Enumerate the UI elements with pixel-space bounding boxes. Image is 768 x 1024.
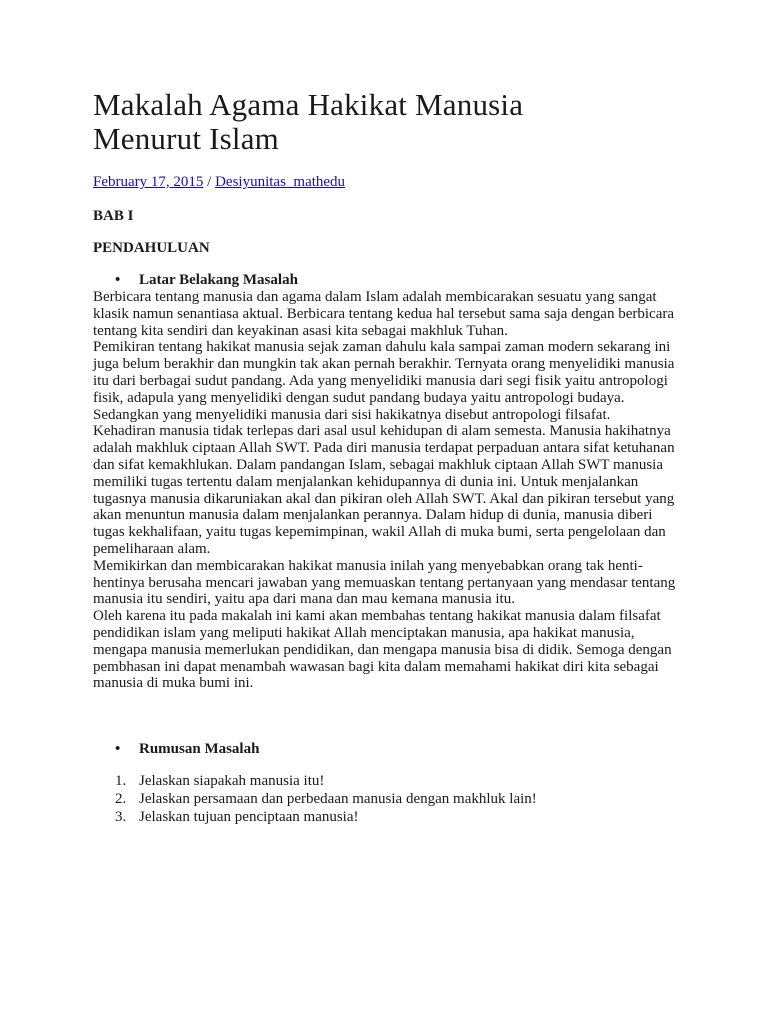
meta-separator: / [203, 174, 216, 190]
list-item [93, 808, 683, 826]
section-bullet-latar [93, 271, 683, 289]
author-link[interactable]: Desiyunitas_mathedu [215, 174, 346, 190]
list-item-text: Jelaskan persamaan dan perbedaan manusia dengan makhluk lain! [139, 791, 537, 808]
list-item-number: 1. [115, 773, 127, 790]
paragraph-3: Kehadiran manusia tidak terlepas dari asal usul kehidupan di alam semesta. Manusia hakihatnya adalah makhluk ciptaan Allah SWT. Pada diri manusia terdapat perpaduan antara sifat ketuhanan dan sifat kemakhlukan. Dalam pandangan Islam, sebagai makhluk ciptaan Allah SWT manusia memiliki tugas tertentu dalam menjalankan kehidupannya di dunia ini. Untuk menjalankan tugasnya manusia dikaruniakan akal dan pikiran oleh Allah SWT. Akal dan pikiran tersebut yang akan menuntun manusia dalam menjalankan perannya. Dalam hidup di dunia, manusia diberi tugas kekhalifaan, yaitu tugas kepemimpinan, wakil Allah di muka bumi, serta pengelolaan dan pemeliharaan alam. [93, 423, 675, 557]
paragraph-5: Oleh karena itu pada makalah ini kami akan membahas tentang hakikat manusia dalam filsafat pendidikan islam yang meliputi hakikat Allah menciptakan manusia, apa hakikat manusia, mengapa manusia memerlukan pendidikan, dan mengapa manusia bisa di didik. Semoga dengan pembhasan ini dapat menambah wawasan bagi kita dalam memahami hakikat diri kita sebagai manusia di muka bumi ini. [93, 608, 672, 692]
post-date-link[interactable]: February 17, 2015 [93, 174, 204, 190]
section-heading-latar-belakang: • Latar Belakang Masalah [93, 271, 683, 289]
list-item-text: Jelaskan tujuan penciptaan manusia! [139, 809, 359, 826]
questions-list [93, 772, 683, 826]
title-line-2: Menurut Islam [93, 121, 279, 156]
paragraph-4: Memikirkan dan membicarakan hakikat manusia inilah yang menyebabkan orang tak henti-hentinya berusaha mencari jawaban yang memuaskan tentang pertanyaan yang mendasar tentang manusia itu sendiri, yaitu apa dari mana dan mau kemana manusia itu. [93, 557, 676, 608]
post-meta [93, 173, 683, 191]
bab-heading: BAB I [93, 208, 134, 224]
section-bullet-rumusan [93, 740, 683, 758]
list-item-number: 3. [115, 809, 127, 826]
list-item-text: Jelaskan siapakah manusia itu! [139, 773, 325, 790]
title-line-1: Makalah Agama Hakikat Manusia [93, 87, 524, 122]
paragraph-2: Pemikiran tentang hakikat manusia sejak zaman dahulu kala sampai zaman modern sekarang ini juga belum berakhir dan mungkin tak akan pernah berakhir. Ternyata orang menyelidiki manusia itu dari berbagai sudut pandang. Ada yang menyelidiki manusia dari segi fisik yaitu antropologi fisik, adapula yang menyelidiki dengan sudut pandang budaya yaitu antropologi budaya. Sedangkan yang menyelidiki manusia dari sisi hakikatnya disebut antropologi filsafat. [93, 339, 675, 423]
chapter-heading: PENDAHULUAN [93, 240, 210, 256]
document-page [93, 88, 683, 826]
paragraph-1: Berbicara tentang manusia dan agama dalam Islam adalah membicarakan sesuatu yang sangat klasik namun senantiasa aktual. Berbicara tentang kedua hal tersebut sama saja dengan berbicara tentang kita sendiri dan keyakinan asasi kita sebagai makhluk Tuhan. [93, 289, 675, 339]
section-heading-rumusan-masalah: • Rumusan Masalah [93, 740, 683, 758]
page-title [93, 88, 683, 156]
list-item [93, 772, 683, 790]
list-item [93, 790, 683, 808]
list-item-number: 2. [115, 791, 127, 808]
